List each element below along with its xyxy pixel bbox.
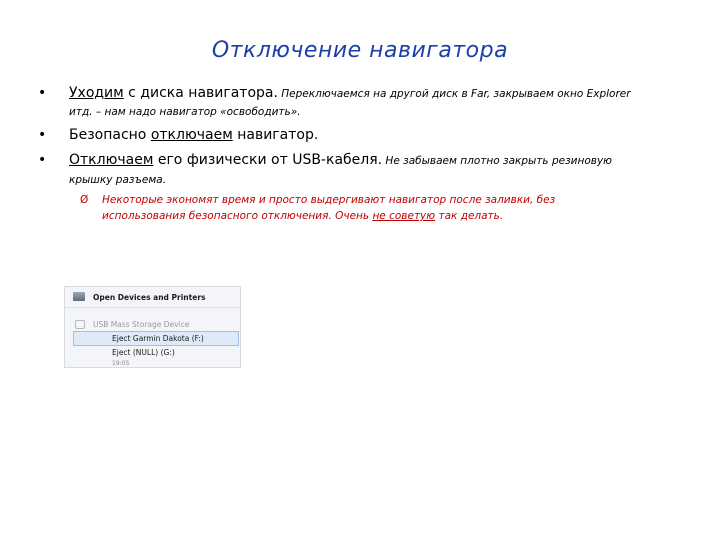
subnote-line-1: Некоторые экономят время и просто выдергивают навигатор после заливки, без bbox=[102, 194, 556, 206]
bullet-dot: • bbox=[38, 152, 47, 168]
bullet-2-text bbox=[69, 127, 318, 143]
bullet-dot: • bbox=[38, 85, 47, 101]
bullet-2-keyword: отключаем bbox=[150, 127, 233, 143]
arrow-bullet-icon: Ø bbox=[80, 194, 89, 206]
menu-item-usb-device: USB Mass Storage Device bbox=[93, 320, 190, 329]
bullet-3-continuation: крышку разъема. bbox=[69, 174, 167, 186]
menu-item-eject-null[interactable]: Eject (NULL) (G:) bbox=[112, 348, 175, 357]
bullet-3-note: Не забываем плотно закрыть резиновую bbox=[382, 155, 613, 167]
menu-item-open-devices-label: Open Devices and Printers bbox=[93, 293, 206, 302]
bullet-1-text bbox=[69, 85, 631, 101]
bullet-3-keyword: Отключаем bbox=[69, 152, 154, 168]
bullet-3-main: его физически от USB-кабеля. bbox=[153, 152, 383, 168]
bullet-1-continuation: итд. – нам надо навигатор «освободить». bbox=[69, 106, 301, 118]
bullet-1-keyword: Уходим bbox=[69, 85, 124, 101]
taskbar-clock: 19:05 bbox=[112, 360, 130, 367]
bullet-1-note: Переключаемся на другой диск в Far, закрываем окно Explorer bbox=[277, 88, 631, 100]
subnote-line-2 bbox=[102, 210, 503, 222]
bullet-3-text bbox=[69, 152, 612, 168]
bullet-2-pre: Безопасно bbox=[69, 127, 151, 143]
subnote-emphasis: не советую bbox=[372, 210, 436, 222]
bullet-1-main: с диска навигатора. bbox=[123, 85, 278, 101]
bullet-2-post: навигатор. bbox=[232, 127, 319, 143]
page-title: Отключение навигатора bbox=[211, 38, 509, 63]
printer-icon bbox=[73, 292, 85, 301]
menu-item-open-devices[interactable] bbox=[65, 287, 240, 308]
usb-device-icon bbox=[75, 320, 85, 329]
subnote-line-2-post: так делать. bbox=[435, 210, 504, 222]
eject-context-menu bbox=[64, 286, 241, 368]
bullet-dot: • bbox=[38, 127, 47, 143]
subnote-line-2-pre: использования безопасного отключения. Очень bbox=[102, 210, 373, 222]
menu-item-eject-garmin-label: Eject Garmin Dakota (F:) bbox=[112, 334, 204, 343]
